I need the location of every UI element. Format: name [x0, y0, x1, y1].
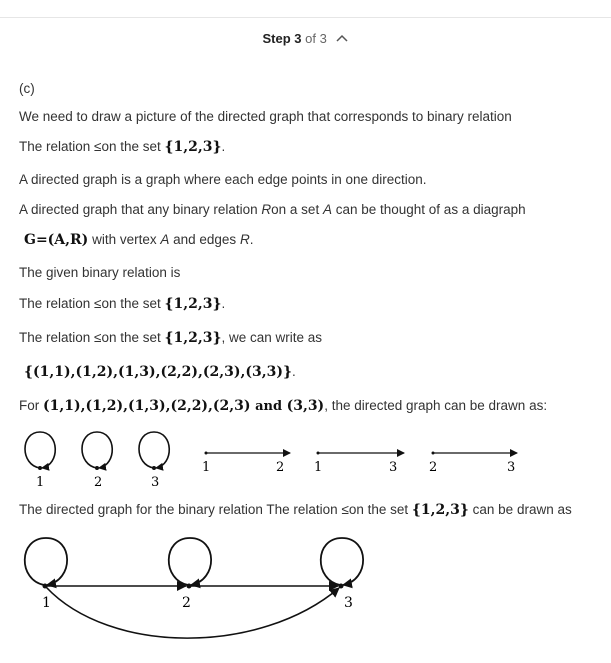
paragraph-8 — [19, 330, 322, 346]
leq-symbol: ≤ — [94, 139, 102, 154]
node-2 — [169, 538, 211, 611]
var-A: A — [322, 202, 332, 217]
text: can be thought of as a diagraph — [331, 202, 526, 217]
text: . — [221, 139, 226, 154]
digraph-math: G=(A,R) — [24, 232, 89, 248]
text: , we can write as — [221, 330, 323, 345]
paragraph-2 — [19, 139, 225, 155]
var-R: R — [261, 202, 272, 217]
edge-to-label: 3 — [507, 460, 516, 475]
node-label: 2 — [182, 595, 191, 611]
paragraph-5 — [24, 232, 253, 248]
set-math: {1,2,3} — [164, 296, 222, 312]
edge-from-label: 2 — [429, 460, 438, 475]
loop-label: 2 — [94, 475, 103, 490]
node-3 — [321, 538, 363, 611]
text: . — [249, 232, 254, 247]
edge-1-2 — [202, 452, 290, 476]
leq-symbol: ≤ — [94, 296, 102, 311]
edge-from-label: 1 — [314, 460, 323, 475]
text: . — [221, 296, 226, 311]
paragraph-1: We need to draw a picture of the directed graph that corresponds to binary relation — [19, 109, 512, 124]
text: The relation — [19, 330, 95, 345]
loop-2 — [82, 432, 112, 490]
step-of-label: of 3 — [305, 31, 327, 46]
edge-1-3 — [46, 587, 339, 638]
leq-symbol: ≤ — [94, 330, 102, 345]
text: For — [19, 398, 44, 413]
text: on the set — [101, 296, 165, 311]
text: on the set — [101, 139, 165, 154]
paragraph-3: A directed graph is a graph where each edge points in one direction. — [19, 172, 427, 187]
loop-1 — [25, 432, 55, 490]
var-A: A — [160, 232, 170, 247]
edge-1-3 — [314, 452, 404, 476]
paragraph-10 — [19, 398, 547, 414]
loop-label: 1 — [36, 475, 45, 490]
text: on a set — [271, 202, 323, 217]
directed-graph-full — [0, 530, 611, 663]
loop-label: 3 — [151, 475, 160, 490]
paragraph-4 — [19, 202, 526, 217]
text: The directed graph for the binary relation The relation — [19, 502, 342, 517]
step-header[interactable] — [0, 31, 611, 46]
text: The relation — [19, 296, 95, 311]
top-divider — [0, 17, 611, 18]
paragraph-6: The given binary relation is — [19, 265, 181, 280]
var-R: R — [239, 232, 250, 247]
last-pair-math: (3,3) — [286, 398, 325, 414]
node-label: 1 — [42, 595, 51, 611]
paragraph-9 — [24, 364, 296, 380]
text: can be drawn as — [468, 502, 572, 517]
edge-to-label: 2 — [276, 460, 285, 475]
text: . — [292, 364, 296, 379]
directed-graph-pieces — [0, 420, 611, 495]
edge-to-label: 3 — [389, 460, 398, 475]
text: on the set — [348, 502, 412, 517]
paragraph-11 — [19, 502, 572, 518]
set-math: {1,2,3} — [164, 139, 222, 155]
text: , the directed graph can be drawn as: — [324, 398, 548, 413]
text: on the set — [101, 330, 165, 345]
loop-3 — [139, 432, 169, 490]
paragraph-7 — [19, 296, 225, 312]
pairs-set-math: {(1,1),(1,2),(1,3),(2,2),(2,3),(3,3)} — [24, 364, 293, 380]
text: with vertex — [92, 232, 161, 247]
leq-symbol: ≤ — [341, 502, 349, 517]
edge-from-label: 1 — [202, 460, 211, 475]
and-word: and — [250, 399, 287, 414]
text: A directed graph that any binary relation — [19, 202, 262, 217]
set-math: {1,2,3} — [164, 330, 222, 346]
set-math: {1,2,3} — [411, 502, 469, 518]
node-label: 3 — [344, 595, 353, 611]
pairs-math: (1,1),(1,2),(1,3),(2,2),(2,3) — [43, 398, 251, 414]
step-label: Step 3 — [262, 31, 302, 46]
text: and edges — [169, 232, 240, 247]
edge-2-3 — [429, 452, 517, 476]
part-label: (c) — [19, 81, 35, 96]
chevron-up-icon[interactable] — [336, 34, 348, 42]
text: The relation — [19, 139, 95, 154]
